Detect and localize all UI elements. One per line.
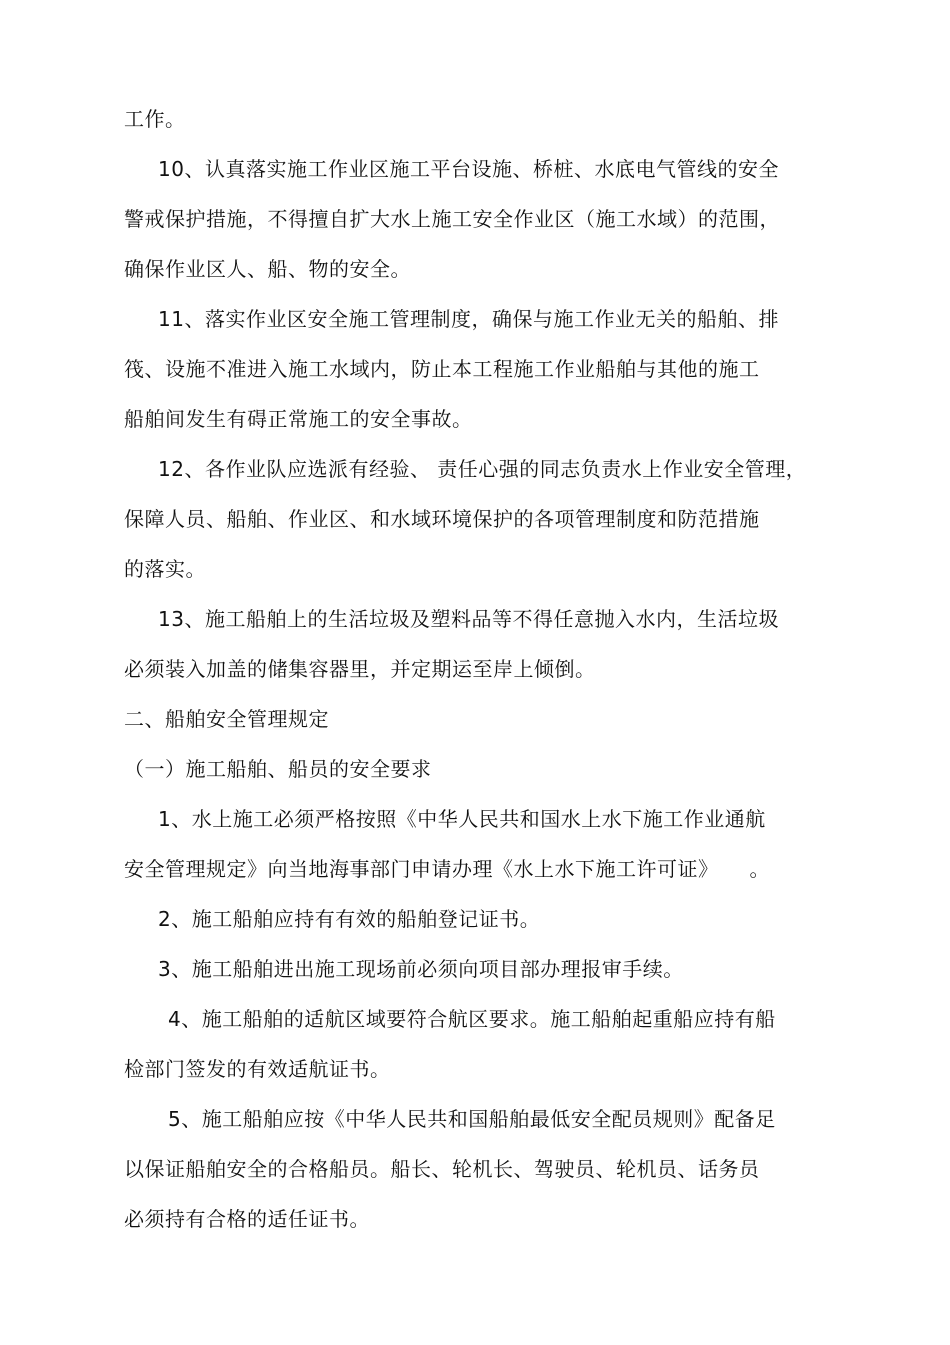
section-heading: 二、船舶安全管理规定 <box>124 707 329 731</box>
text-line: 10、认真落实施工作业区施工平台设施、桥桩、水底电气管线的安全 <box>158 157 779 181</box>
text-line: 3、施工船舶进出施工现场前必须向项目部办理报审手续。 <box>158 957 684 981</box>
text-line: 安全管理规定》向当地海事部门申请办理《水上水下施工许可证》 。 <box>124 857 770 881</box>
text-line: 11、落实作业区安全施工管理制度，确保与施工作业无关的船舶、排 <box>158 307 779 331</box>
text-line: 12、各作业队应选派有经验、 责任心强的同志负责水上作业安全管理， <box>158 457 807 481</box>
text-line: 警戒保护措施，不得擅自扩大水上施工安全作业区（施工水域）的范围， <box>124 207 780 231</box>
subsection-heading: （一）施工船舶、船员的安全要求 <box>124 757 432 781</box>
text-line: 必须持有合格的适任证书。 <box>124 1207 370 1231</box>
text-line: 确保作业区人、船、物的安全。 <box>124 257 411 281</box>
text-line: 检部门签发的有效适航证书。 <box>124 1057 391 1081</box>
text-line: 5、施工船舶应按《中华人民共和国船舶最低安全配员规则》配备足 <box>168 1107 776 1131</box>
text-line: 保障人员、船舶、作业区、和水域环境保护的各项管理制度和防范措施 <box>124 507 760 531</box>
text-line: 4、施工船舶的适航区域要符合航区要求。施工船舶起重船应持有船 <box>168 1007 776 1031</box>
text-line: 13、施工船舶上的生活垃圾及塑料品等不得任意抛入水内，生活垃圾 <box>158 607 779 631</box>
text-line: 工作。 <box>124 107 186 131</box>
text-line: 以保证船舶安全的合格船员。船长、轮机长、驾驶员、轮机员、话务员 <box>124 1157 760 1181</box>
text-line: 2、施工船舶应持有有效的船舶登记证书。 <box>158 907 541 931</box>
text-line: 1、水上施工必须严格按照《中华人民共和国水上水下施工作业通航 <box>158 807 766 831</box>
text-line: 必须装入加盖的储集容器里，并定期运至岸上倾倒。 <box>124 657 596 681</box>
text-line: 的落实。 <box>124 557 206 581</box>
text-line: 筏、设施不准进入施工水域内，防止本工程施工作业船舶与其他的施工 <box>124 357 760 381</box>
text-line: 船舶间发生有碍正常施工的安全事故。 <box>124 407 473 431</box>
